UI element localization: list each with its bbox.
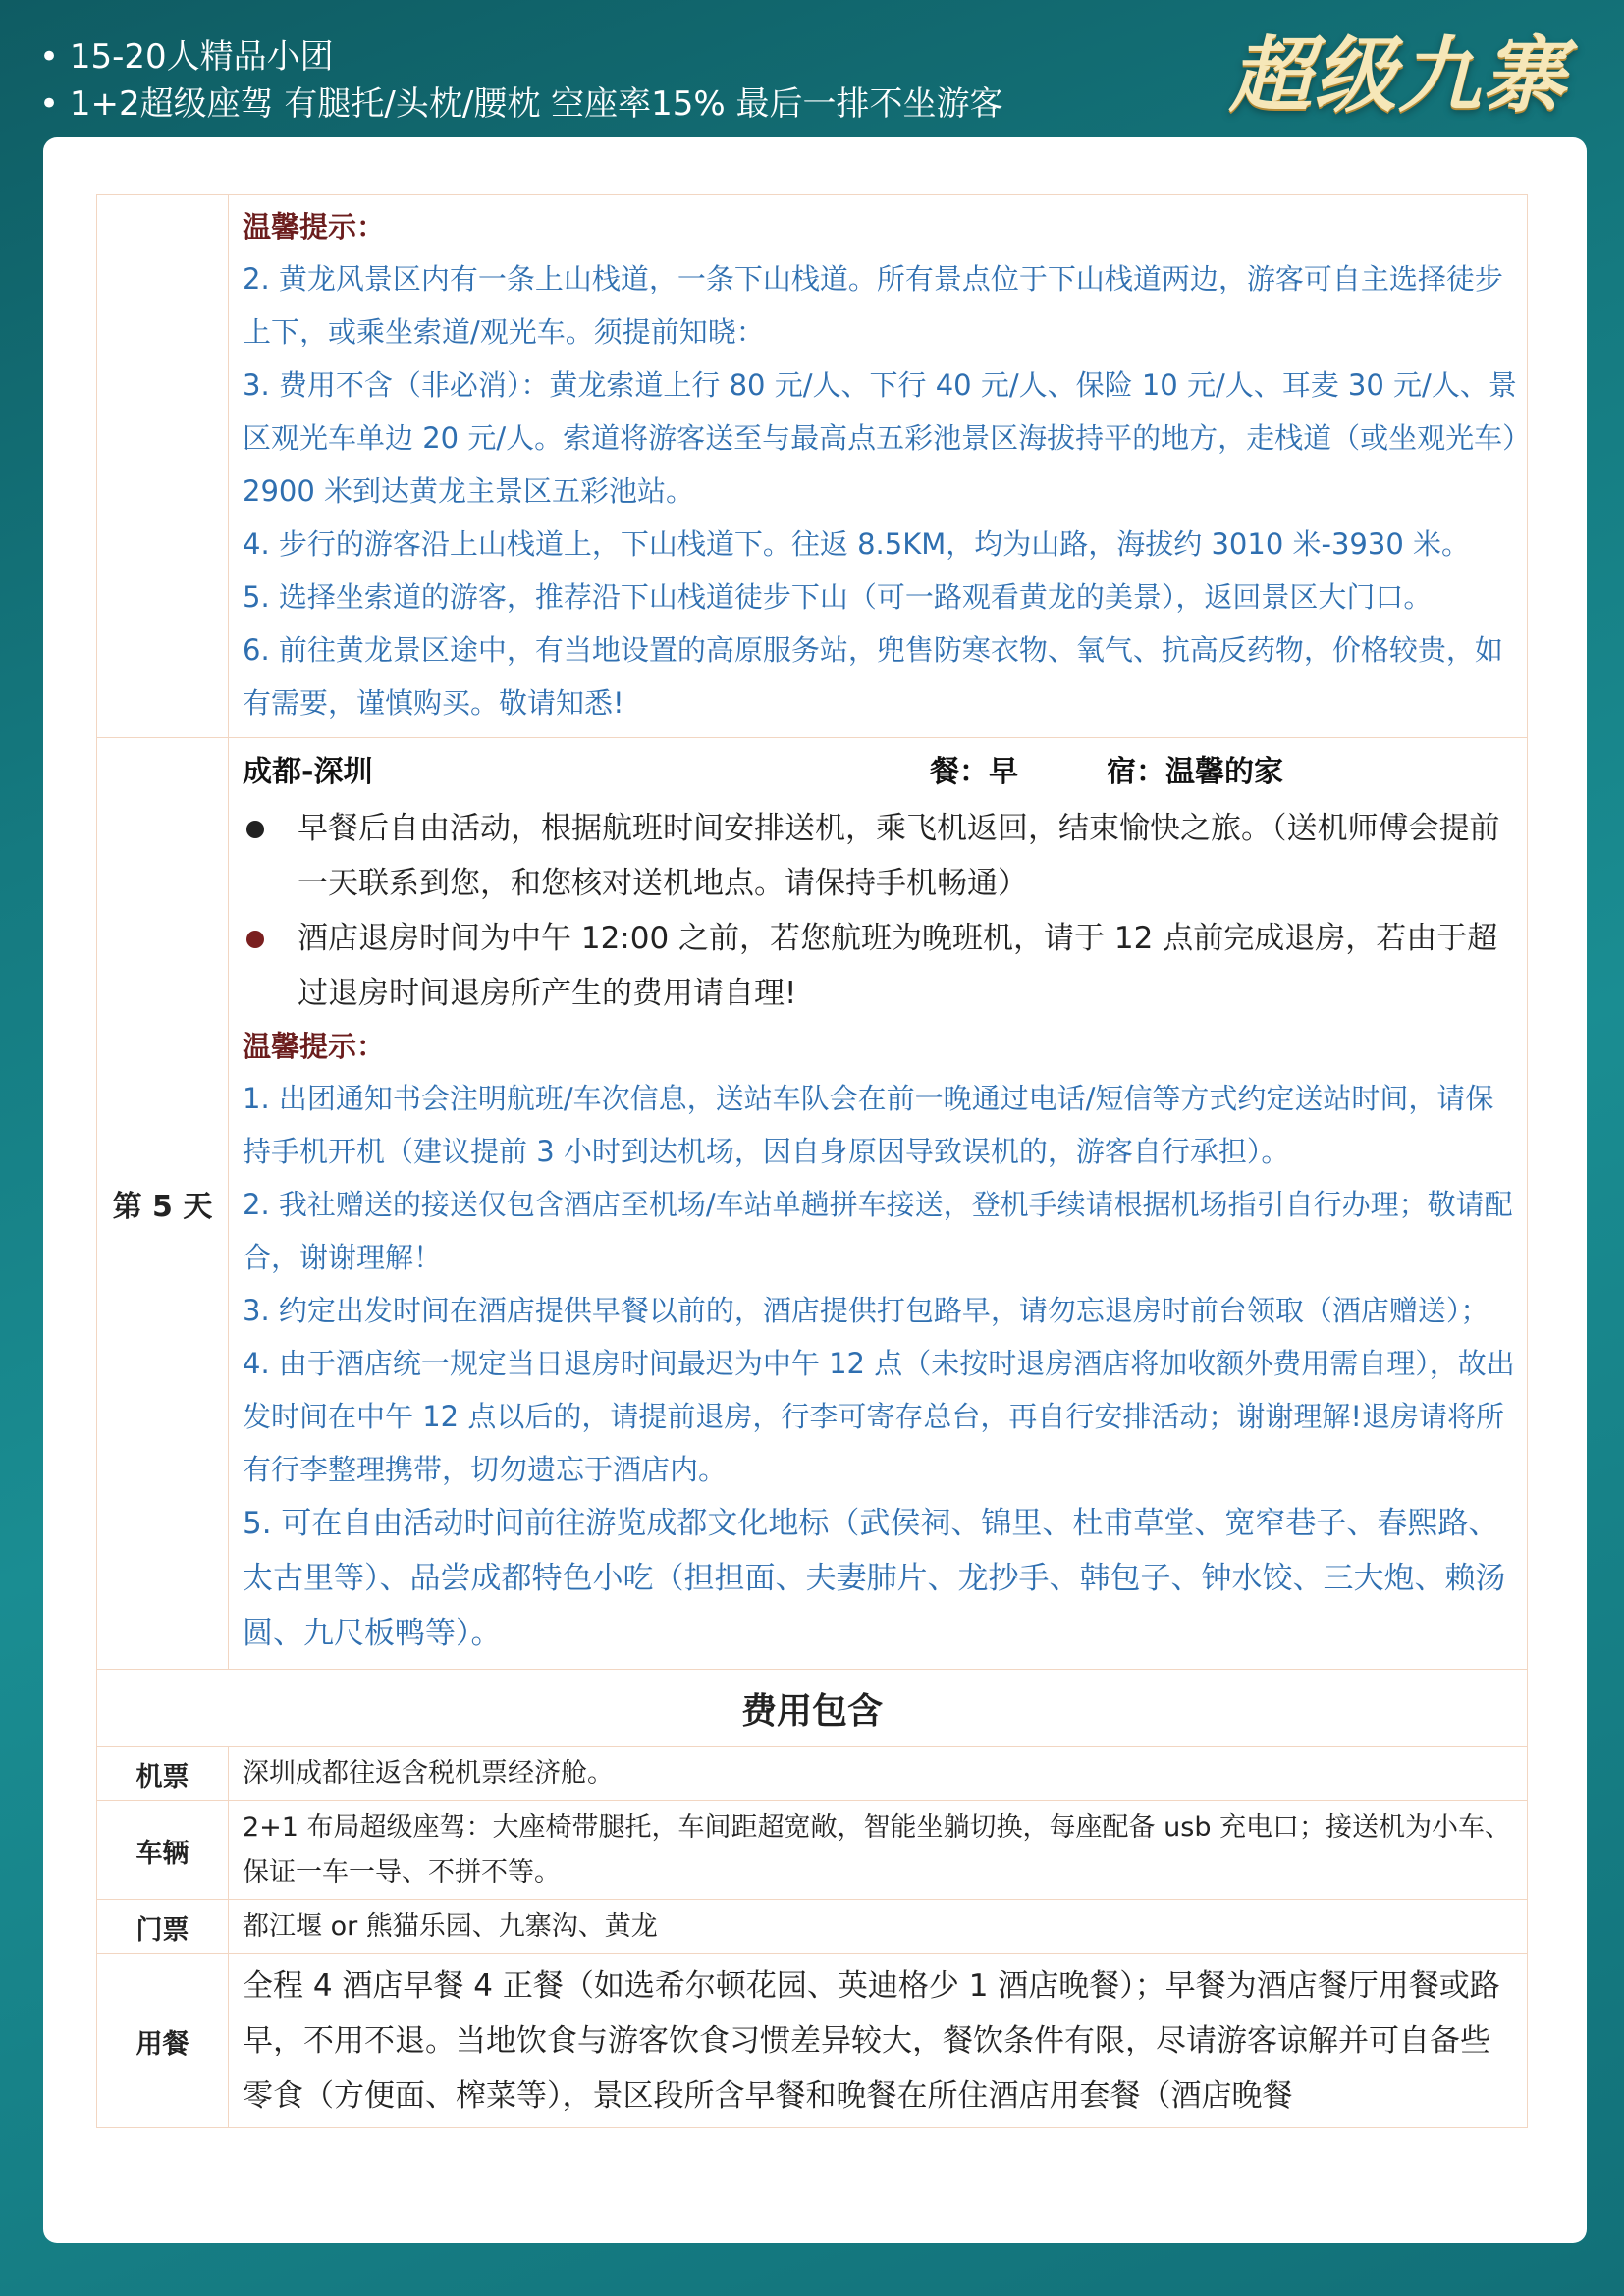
day4-tips-row	[97, 195, 1528, 738]
tips-title: 温馨提示：	[243, 1030, 386, 1063]
tip-item: 6. 前往黄龙景区途中，有当地设置的高原服务站，兜售防寒衣物、氧气、抗高反药物，价格较贵，如有需要，谨慎购买。敬请知悉!	[243, 633, 1503, 720]
tip-item: 2. 黄龙风景区内有一条上山栈道，一条下山栈道。所有景点位于下山栈道两边，游客可自主选择徒步上下，或乘坐索道/观光车。须提前知晓：	[243, 262, 1503, 348]
header-feature-group-size: • 15-20人精品小团	[39, 37, 334, 77]
tip-item: 3. 约定出发时间在酒店提供早餐以前的，酒店提供打包路早，请勿忘退房时前台领取（酒店赠送）；	[243, 1294, 1489, 1327]
fees-header-row	[97, 1670, 1528, 1747]
fee-row	[97, 1801, 1528, 1900]
tip-item: 5. 可在自由活动时间前往游览成都文化地标（武侯祠、锦里、杜甫草堂、宽窄巷子、春熙路、太古里等）、品尝成都特色小吃（担担面、夫妻肺片、龙抄手、韩包子、钟水饺、三大炮、赖汤圆、九尺板鸭等）。	[243, 1506, 1506, 1651]
day5-bullet-item	[243, 911, 1517, 1021]
fee-row	[97, 1747, 1528, 1801]
bullet-text: 酒店退房时间为中午 12:00 之前，若您航班为晚班机，请于 12 点前完成退房，若由于超过退房时间退房所产生的费用请自理!	[298, 921, 1498, 1011]
fee-label: 用餐	[97, 1954, 229, 2128]
fee-text: 2+1 布局超级座驾：大座椅带腿托，车间距超宽敞，智能坐躺切换，每座配备 usb 充电口；接送机为小车、保证一车一导、不拼不等。	[229, 1801, 1528, 1900]
fee-text: 深圳成都往返含税机票经济舱。	[229, 1747, 1528, 1801]
fee-row	[97, 1900, 1528, 1954]
day4-label-cell	[97, 195, 229, 738]
day4-tips-cell	[229, 195, 1528, 738]
tip-item: 5. 选择坐索道的游客，推荐沿下山栈道徒步下山（可一路观看黄龙的美景），返回景区大门口。	[243, 580, 1433, 614]
tip-item: 3. 费用不含（非必消）：黄龙索道上行 80 元/人、下行 40 元/人、保险 10 元/人、耳麦 30 元/人、景区观光车单边 20 元/人。索道将游客送至与最高点五彩池景区海拔持平的地方，走栈道（或坐观光车）2900 米到达黄龙主景区五彩池站。	[243, 368, 1517, 507]
day5-label: 第 5 天	[97, 738, 229, 1670]
bullet-dot-icon	[243, 801, 298, 911]
tips-title: 温馨提示：	[243, 210, 386, 243]
itinerary-card	[43, 137, 1587, 2243]
header-banner	[0, 0, 1624, 137]
header-feature-seating: • 1+2超级座驾 有腿托/头枕/腰枕 空座率15% 最后一排不坐游客	[39, 84, 1003, 124]
fee-label: 车辆	[97, 1801, 229, 1900]
tip-item: 1. 出团通知书会注明航班/车次信息，送站车队会在前一晚通过电话/短信等方式约定送站时间，请保持手机开机（建议提前 3 小时到达机场，因自身原因导致误机的，游客自行承担）。	[243, 1082, 1494, 1168]
tip-item: 4. 由于酒店统一规定当日退房时间最迟为中午 12 点（未按时退房酒店将加收额外费用需自理），故出发时间在中午 12 点以后的，请提前退房，行李可寄存总台，再自行安排活动；谢谢理解!退房请将所有行李整理携带，切勿遗忘于酒店内。	[243, 1347, 1515, 1486]
day5-route: 成都-深圳	[243, 755, 373, 789]
itinerary-table	[96, 194, 1528, 2128]
brand-logo-text: 超级九寨	[1228, 27, 1567, 124]
bullet-dot-icon	[243, 911, 298, 1021]
day5-stay: 宿：温馨的家	[1107, 755, 1283, 789]
day5-content-cell	[229, 738, 1528, 1670]
fee-label: 门票	[97, 1900, 229, 1954]
fee-text: 全程 4 酒店早餐 4 正餐（如选希尔顿花园、英迪格少 1 酒店晚餐）；早餐为酒店餐厅用餐或路早，不用不退。当地饮食与游客饮食习惯差异较大，餐饮条件有限，尽请游客谅解并可自备些零食（方便面、榨菜等），景区段所含早餐和晚餐在所住酒店用套餐（酒店晚餐	[229, 1954, 1528, 2128]
bullet-text: 早餐后自由活动，根据航班时间安排送机，乘飞机返回，结束愉快之旅。（送机师傅会提前一天联系到您，和您核对送机地点。请保持手机畅通）	[298, 811, 1500, 901]
day5-row	[97, 738, 1528, 1670]
fee-text: 都江堰 or 熊猫乐园、九寨沟、黄龙	[229, 1900, 1528, 1954]
day5-bullet-item	[243, 801, 1517, 911]
fee-row	[97, 1954, 1528, 2128]
tip-item: 4. 步行的游客沿上山栈道上，下山栈道下。往返 8.5KM，均为山路，海拔约 3010 米-3930 米。	[243, 527, 1470, 561]
day5-route-line	[243, 744, 1517, 801]
brand-logo	[1212, 8, 1585, 131]
day5-meal: 餐：早	[930, 755, 1018, 789]
tip-item: 2. 我社赠送的接送仅包含酒店至机场/车站单趟拼车接送，登机手续请根据机场指引自行办理；敬请配合，谢谢理解！	[243, 1188, 1513, 1274]
fee-label: 机票	[97, 1747, 229, 1801]
fees-section-title: 费用包含	[97, 1670, 1528, 1747]
